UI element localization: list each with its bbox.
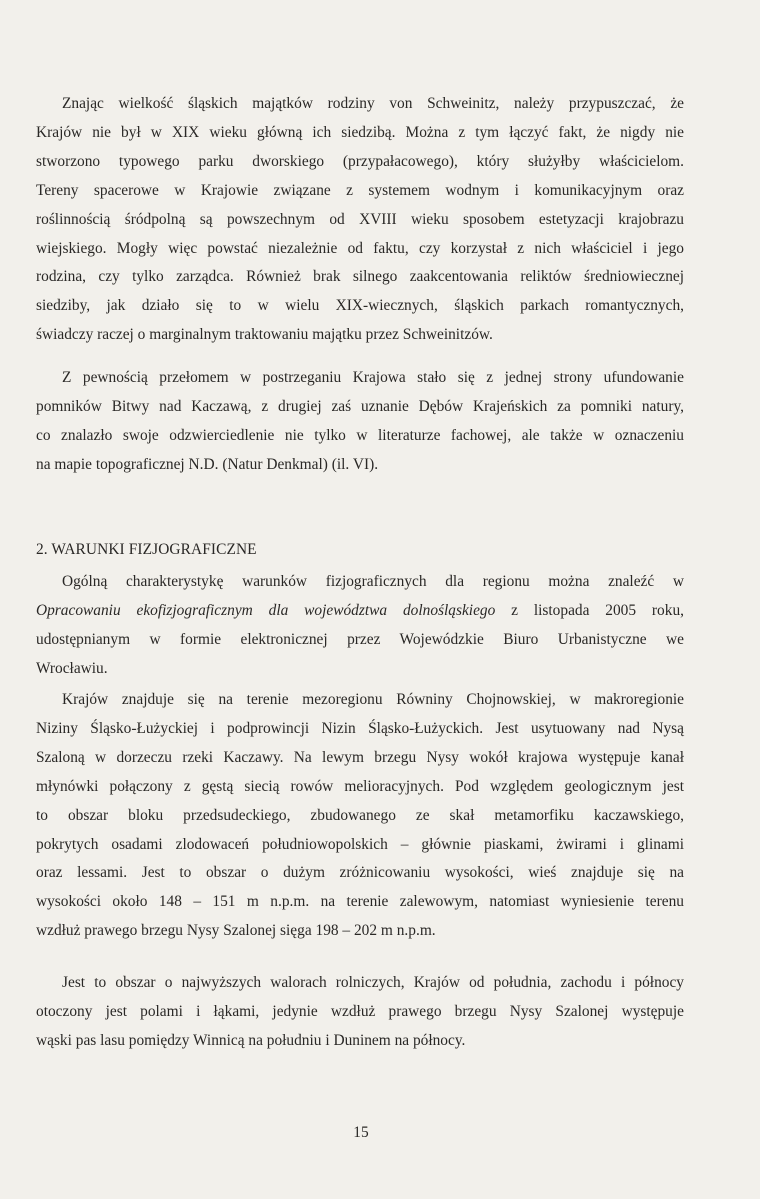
paragraph-2 — [36, 364, 684, 480]
text-line: świadczy raczej o marginalnym traktowaniu majątku przez Schweinitzów. — [36, 326, 493, 344]
text-line: pomników Bitwy nad Kaczawą, z drugiej zaś uznanie Dębów Krajeńskich za pomniki natury, — [36, 397, 684, 415]
text-line: roślinnością śródpolną są powszechnym od XVIII wieku sposobem estetyzacji krajobrazu — [36, 210, 684, 228]
text-span: z listopada 2005 roku, — [495, 601, 684, 619]
text-line: Tereny spacerowe w Krajowie związane z systemem wodnym i komunikacyjnym oraz — [36, 181, 684, 199]
text-line: pokrytych osadami zlodowaceń południowopolskich – głównie piaskami, żwirami i glinami — [36, 835, 684, 853]
text-line: Znając wielkość śląskich majątków rodziny von Schweinitz, należy przypuszczać, że — [62, 95, 684, 112]
italic-title: Opracowaniu ekofizjograficznym dla województwa dolnośląskiego — [36, 601, 496, 619]
text-line: rodzina, czy tylko zarządca. Również brak silnego zaakcentowania reliktów średniowiecznej — [36, 268, 684, 286]
paragraph-3 — [36, 568, 684, 684]
text-line: Krajów nie był w XIX wieku główną ich siedzibą. Można z tym łączyć fakt, że nigdy nie — [36, 123, 684, 141]
text-line: wiejskiego. Mogły więc powstać niezależnie od faktu, czy korzystał z nich właściciel i jego — [36, 239, 684, 257]
text-line: oraz lessami. Jest to obszar o dużym zróżnicowaniu wysokości, wieś znajduje się na — [36, 864, 684, 882]
text-line: Krajów znajduje się na terenie mezoregionu Równiny Chojnowskiej, w makroregionie — [62, 691, 684, 708]
paragraph-1 — [36, 90, 684, 350]
text-line: siedziby, jak działo się to w wielu XIX-wiecznych, śląskich parkach romantycznych, — [36, 297, 684, 315]
text-line: młynówki połączony z gęstą siecią rowów melioracyjnych. Pod względem geologicznym jest — [36, 777, 684, 795]
paragraph-4 — [36, 686, 684, 946]
text-line: na mapie topograficznej N.D. (Natur Denkmal) (il. VI). — [36, 455, 379, 473]
text-line: wzdłuż prawego brzegu Nysy Szalonej sięga 198 – 202 m n.p.m. — [36, 922, 436, 940]
text-line: wysokości około 148 – 151 m n.p.m. na terenie zalewowym, natomiast wyniesienie terenu — [36, 893, 684, 911]
text-line: wąski pas lasu pomiędzy Winnicą na południu i Duninem na północy. — [36, 1031, 466, 1049]
text-line: udostępnianym w formie elektronicznej przez Wojewódzkie Biuro Urbanistyczne we — [36, 630, 684, 648]
text-line: Szaloną w dorzeczu rzeki Kaczawy. Na lewym brzegu Nysy wokół krajowa występuje kanał — [36, 748, 684, 766]
text-line: co znalazło swoje odzwierciedlenie nie tylko w literaturze fachowej, ale także w oznaczeniu — [36, 426, 684, 444]
text-line: Niziny Śląsko-Łużyckiej i podprowincji Nizin Śląsko-Łużyckich. Jest usytuowany nad Nysą — [36, 719, 684, 737]
section-heading: 2. WARUNKI FIZJOGRAFICZNE — [36, 541, 257, 558]
text-line: stworzono typowego parku dworskiego (przypałacowego), który służyłby właścicielom. — [36, 152, 684, 170]
text-line: Z pewnością przełomem w postrzeganiu Krajowa stało się z jednej strony ufundowanie — [62, 369, 684, 386]
text-line: otoczony jest polami i łąkami, jedynie wzdłuż prawego brzegu Nysy Szalonej występuje — [36, 1002, 684, 1020]
text-line — [36, 597, 684, 626]
paragraph-5 — [36, 969, 684, 1056]
text-line: to obszar bloku przedsudeckiego, zbudowanego ze skał metamorfiku kaczawskiego, — [36, 806, 684, 824]
text-line: Ogólną charakterystykę warunków fizjograficznych dla regionu można znaleźć w — [62, 573, 684, 590]
page-number: 15 — [353, 1124, 369, 1141]
text-line: Jest to obszar o najwyższych walorach rolniczych, Krajów od południa, zachodu i północy — [62, 974, 684, 991]
text-line: Wrocławiu. — [36, 659, 108, 677]
